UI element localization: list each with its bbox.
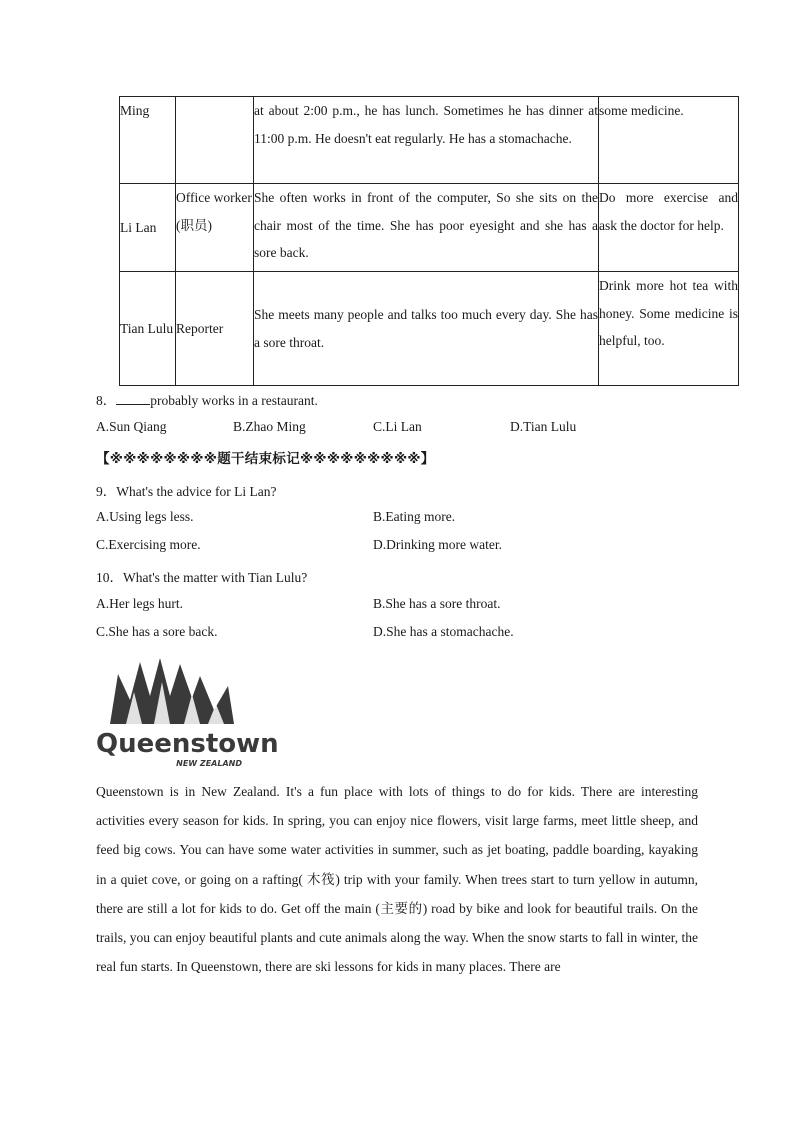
question-number: 10． bbox=[96, 570, 123, 585]
question-end-marker: 【※※※※※※※※题干结束标记※※※※※※※※※】 bbox=[96, 451, 435, 467]
table-cell-name: Li Lan bbox=[120, 184, 176, 272]
table-row bbox=[120, 97, 739, 184]
option-d: D.Drinking more water. bbox=[373, 537, 502, 552]
table-cell-job: Reporter bbox=[176, 272, 254, 386]
option-c: C.She has a sore back. bbox=[96, 624, 218, 639]
option-a: A.Her legs hurt. bbox=[96, 596, 183, 611]
logo-brand-text: Queenstown bbox=[96, 729, 279, 759]
question-number: 9． bbox=[96, 484, 117, 499]
table-cell-problem: She often works in front of the computer, So she sits on the chair most of the time. She has poor eyesight and she has a sore back. bbox=[254, 184, 599, 272]
mountain-logo-icon bbox=[96, 652, 279, 770]
table-cell-problem: She meets many people and talks too much every day. She has a sore throat. bbox=[254, 272, 599, 386]
reading-passage: Queenstown is in New Zealand. It's a fun place with lots of things to do for kids. There are interesting activities every season for kids. In spring, you can enjoy nice flowers, visit large farms, meet little sheep, and feed big cows. You can have some water activities in summer, such as jet boating, paddle boarding, kayaking in a quiet cove, or going on a rafting( 木筏) trip with your family. When trees start to turn yellow in autumn, there are still a lot for kids to do. Get off the main (主要的) road by bike and look for beautiful trails. On the trails, you can enjoy beautiful plants and cute animals along the way. When the snow starts to fall in winter, the real fun starts. In Queenstown, there are ski lessons for kids in many places. There are bbox=[96, 784, 698, 975]
queenstown-logo bbox=[96, 652, 279, 770]
option-a: A.Sun Qiang bbox=[96, 419, 167, 434]
table-cell-job: Office worker (职员) bbox=[176, 184, 254, 272]
table-row bbox=[120, 184, 739, 272]
option-c: C.Li Lan bbox=[373, 419, 422, 434]
option-b: B.She has a sore throat. bbox=[373, 596, 501, 611]
table-cell-problem: at about 2:00 p.m., he has lunch. Sometimes he has dinner at 11:00 p.m. He doesn't eat regularly. He has a stomachache. bbox=[254, 97, 599, 184]
table-cell-name: Ming bbox=[120, 97, 176, 184]
option-b: B.Zhao Ming bbox=[233, 419, 306, 434]
option-d: D.She has a stomachache. bbox=[373, 624, 514, 639]
question-number: 8． bbox=[96, 393, 117, 408]
table-cell-job bbox=[176, 97, 254, 184]
table-cell-advice: Do more exercise and ask the doctor for help. bbox=[599, 184, 739, 272]
question-10 bbox=[96, 566, 307, 586]
table-cell-name: Tian Lulu bbox=[120, 272, 176, 386]
option-a: A.Using legs less. bbox=[96, 509, 194, 524]
option-c: C.Exercising more. bbox=[96, 537, 201, 552]
option-b: B.Eating more. bbox=[373, 509, 456, 524]
answer-blank bbox=[116, 392, 150, 405]
question-stem: probably works in a restaurant. bbox=[150, 393, 318, 408]
question-stem: What's the advice for Li Lan? bbox=[116, 484, 277, 499]
logo-sub-text: NEW ZEALAND bbox=[176, 759, 242, 768]
table-cell-advice: Drink more hot tea with honey. Some medicine is helpful, too. bbox=[599, 272, 739, 386]
table-cell-advice: some medicine. bbox=[599, 97, 739, 184]
question-stem: What's the matter with Tian Lulu? bbox=[123, 570, 308, 585]
info-table bbox=[119, 96, 739, 386]
question-8 bbox=[96, 389, 318, 409]
option-d: D.Tian Lulu bbox=[510, 419, 577, 434]
question-9 bbox=[96, 480, 276, 500]
table-row bbox=[120, 272, 739, 386]
